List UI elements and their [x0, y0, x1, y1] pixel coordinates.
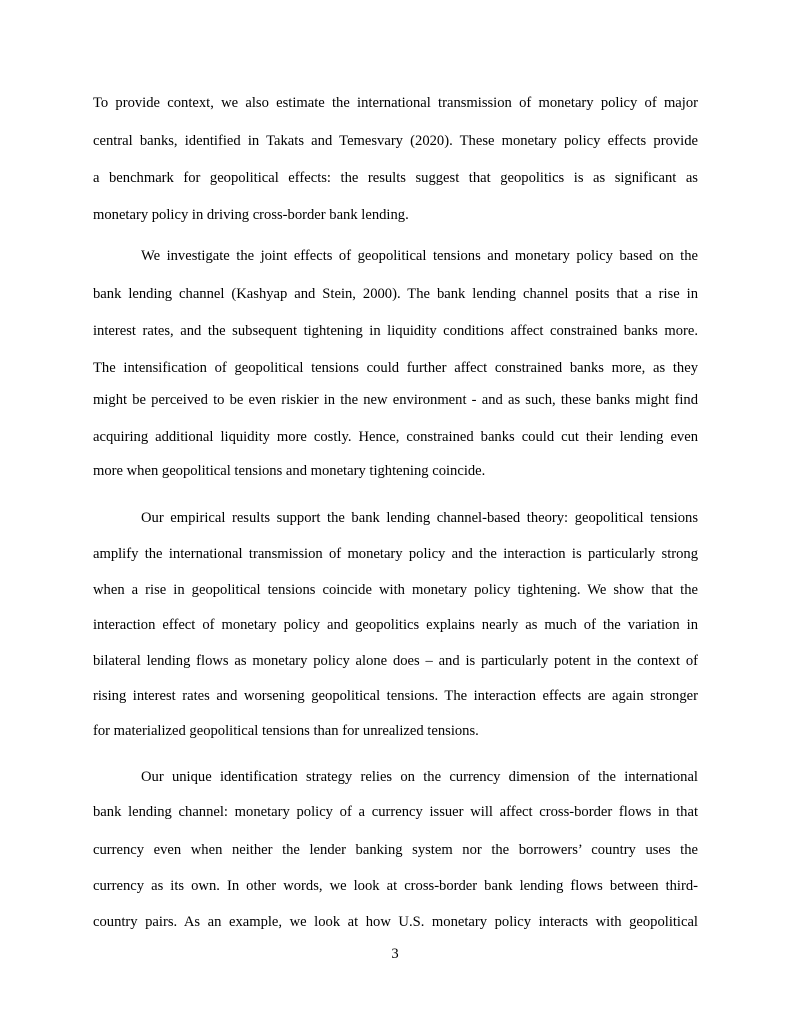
- paragraph-3-line-3: when a rise in geopolitical tensions coincide with monetary policy tightening. We show that the: [93, 582, 698, 598]
- paragraph-2-line-4: The intensification of geopolitical tensions could further affect constrained banks more, as they: [93, 360, 698, 376]
- paragraph-2-line-3: interest rates, and the subsequent tightening in liquidity conditions affect constrained banks more.: [93, 323, 698, 339]
- paragraph-2-line-1: We investigate the joint effects of geopolitical tensions and monetary policy based on the: [141, 248, 698, 264]
- paragraph-4-line-4: currency as its own. In other words, we look at cross-border bank lending flows between third-: [93, 878, 698, 894]
- paragraph-1-line-2: central banks, identified in Takats and Temesvary (2020). These monetary policy effects provide: [93, 133, 698, 149]
- paragraph-3-line-1: Our empirical results support the bank lending channel-based theory: geopolitical tensions: [141, 510, 698, 526]
- paragraph-1-line-3: a benchmark for geopolitical effects: the results suggest that geopolitics is as significant as: [93, 170, 698, 186]
- paragraph-3-line-7: for materialized geopolitical tensions than for unrealized tensions.: [93, 723, 479, 739]
- paragraph-3-line-5: bilateral lending flows as monetary policy alone does – and is particularly potent in the context of: [93, 653, 698, 669]
- paragraph-4-line-2: bank lending channel: monetary policy of a currency issuer will affect cross-border flows in that: [93, 804, 698, 820]
- paragraph-3-line-2: amplify the international transmission of monetary policy and the interaction is particularly strong: [93, 546, 698, 562]
- paragraph-1-line-1: To provide context, we also estimate the international transmission of monetary policy of major: [93, 95, 698, 111]
- paragraph-2-line-2: bank lending channel (Kashyap and Stein, 2000). The bank lending channel posits that a rise in: [93, 286, 698, 302]
- paragraph-3-line-4: interaction effect of monetary policy and geopolitics explains nearly as much of the variation in: [93, 617, 698, 633]
- paragraph-2-line-7: more when geopolitical tensions and monetary tightening coincide.: [93, 463, 486, 479]
- paragraph-4-line-3: currency even when neither the lender banking system nor the borrowers’ country uses the: [93, 842, 698, 858]
- paragraph-2-line-6: acquiring additional liquidity more costly. Hence, constrained banks could cut their lending even: [93, 429, 698, 445]
- paragraph-2-line-5: might be perceived to be even riskier in the new environment - and as such, these banks might find: [93, 392, 698, 408]
- paragraph-4-line-1: Our unique identification strategy relies on the currency dimension of the international: [141, 769, 698, 785]
- paragraph-3-line-6: rising interest rates and worsening geopolitical tensions. The interaction effects are again stronger: [93, 688, 698, 704]
- paragraph-4-line-5: country pairs. As an example, we look at how U.S. monetary policy interacts with geopolitical: [93, 914, 698, 930]
- paragraph-1-line-4: monetary policy in driving cross-border bank lending.: [93, 207, 409, 223]
- page-number: 3: [391, 946, 399, 962]
